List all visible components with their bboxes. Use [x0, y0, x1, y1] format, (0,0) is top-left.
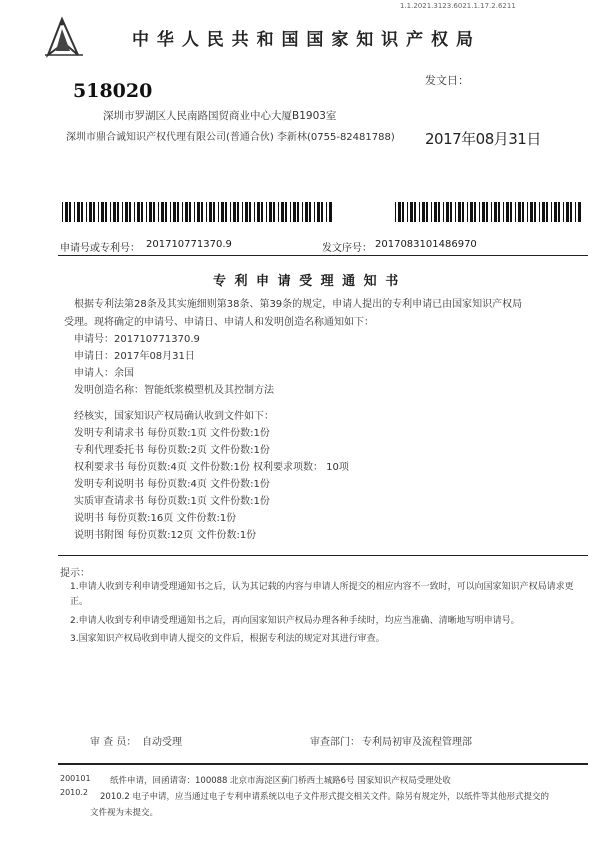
remark-item-2: 2.申请人收到专利申请受理通知书之后，再向国家知识产权局办理各种手续时，均应当准确、清晰地写明申请号。: [70, 616, 520, 626]
document-item: 权利要求书 每份页数:4页 文件份数:1份 权利要求项数： 10项: [74, 462, 349, 473]
address-line-1: 深圳市罗湖区人民南路国贸商业中心大厦B1903室: [103, 110, 337, 122]
footer-divider: [58, 763, 588, 765]
intro-line-2: 受理。现将确定的申请号、申请日、申请人和发明创造名称通知如下：: [64, 317, 374, 328]
remarks-divider: [58, 555, 588, 556]
postal-code: 518020: [73, 80, 153, 102]
office-title: 中 华 人 民 共 和 国 国 家 知 识 产 权 局: [132, 30, 474, 50]
field-applicant: 申请人：余国: [74, 368, 134, 379]
examiner-value: 自动受理: [142, 737, 182, 748]
barcode-gap: [332, 202, 333, 222]
header-divider: [58, 255, 588, 256]
application-number-label: 申请号或专利号：: [60, 243, 140, 254]
document-item: 发明专利请求书 每份页数:1页 文件份数:1份: [74, 428, 270, 439]
address-barcode: [62, 202, 334, 222]
form-version: 2010.2: [60, 788, 88, 797]
document-item: 实质审查请求书 每份页数:1页 文件份数:1份: [74, 496, 270, 507]
barcode-gap: [581, 202, 582, 222]
serial-number: 2017083101486970: [375, 239, 477, 250]
footer-line-3: 文件视为未提交。: [90, 808, 159, 818]
department-value: 专利局初审及流程管理部: [362, 737, 472, 748]
notice-barcode: [395, 202, 585, 222]
footer-line-1: 纸件申请，回函请寄：100088 北京市海淀区蓟门桥西土城路6号 国家知识产权局受理处收: [110, 776, 451, 786]
remark-item-3: 3.国家知识产权局收到申请人提交的文件后，根据专利法的规定对其进行审查。: [70, 634, 385, 644]
field-invention-title: 发明创造名称：智能纸浆模塑机及其控制方法: [74, 385, 274, 396]
department-label: 审查部门：: [310, 737, 360, 748]
address-line-2: 深圳市鼎合诚知识产权代理有限公司(普通合伙) 李新林(0755-82481788): [66, 132, 395, 143]
cnipa-logo-icon: [42, 15, 86, 59]
field-application-number: 申请号：201710771370.9: [74, 334, 200, 345]
document-code: 1.1.2021.3123.6021.1.17.2.6211: [400, 2, 516, 10]
document-item: 发明专利说明书 每份页数:4页 文件份数:1份: [74, 479, 270, 490]
footer-line-2: 2010.2 电子申请，应当通过电子专利申请系统以电子文件形式提交相关文件。除另有规定外，以纸件等其他形式提交的: [100, 792, 549, 802]
serial-number-label: 发文序号：: [322, 243, 372, 254]
documents-heading: 经核实，国家知识产权局确认收到文件如下：: [74, 411, 274, 422]
document-item: 说明书 每份页数:16页 文件份数:1份: [74, 513, 237, 524]
field-application-date: 申请日：2017年08月31日: [74, 351, 195, 362]
remark-item-1: 1.申请人收到专利申请受理通知书之后，认为其记载的内容与申请人所提交的相应内容不一致时，可以向国家知识产权局请求更正。: [70, 582, 574, 607]
issue-date-label: 发文日：: [425, 74, 469, 87]
notice-title: 专 利 申 请 受 理 通 知 书: [213, 274, 401, 289]
examiner-label: 审 查 员：: [90, 737, 137, 748]
application-number: 201710771370.9: [146, 239, 232, 250]
intro-line-1: 根据专利法第28条及其实施细则第38条、第39条的规定，申请人提出的专利申请已由国家知识产权局: [74, 299, 523, 310]
issue-date-value: 2017年08月31日: [425, 130, 541, 148]
form-code: 200101: [60, 774, 91, 783]
document-item: 说明书附图 每份页数:12页 文件份数:1份: [74, 530, 257, 541]
document-item: 专利代理委托书 每份页数:2页 文件份数:1份: [74, 445, 270, 456]
remarks-heading: 提示：: [60, 568, 90, 579]
